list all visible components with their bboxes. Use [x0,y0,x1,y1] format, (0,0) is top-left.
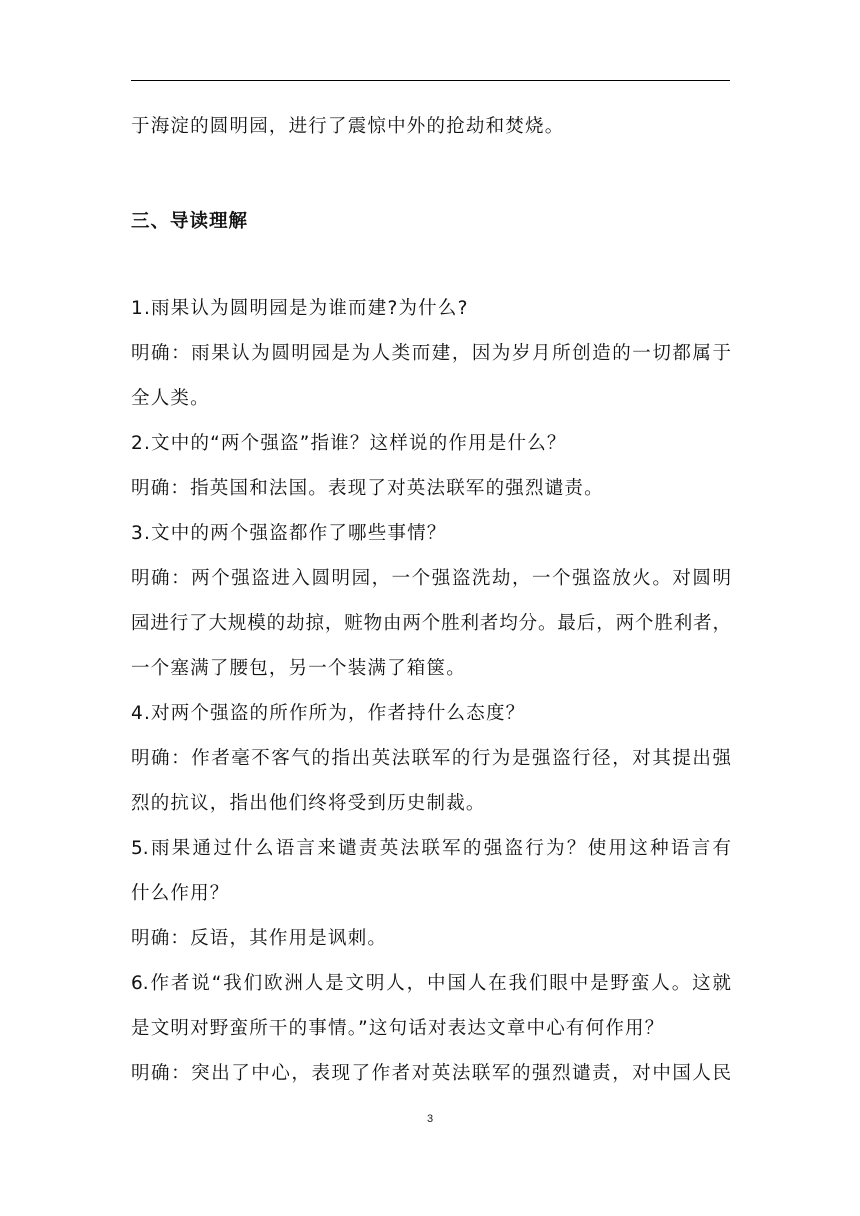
question-5-line-2: 什么作用？ [131,883,230,904]
answer-5: 明确：反语，其作用是讽刺。 [131,928,388,949]
question-2: 2.文中的“两个强盗”指谁？这样说的作用是什么？ [131,433,567,454]
answer-3-line-1: 明确：两个强盗进入圆明园，一个强盗洗劫，一个强盗放火。对圆明 [131,568,731,589]
spacer [131,149,731,199]
answer-1-line-2: 全人类。 [131,388,210,409]
question-1: 1.雨果认为圆明园是为谁而建?为什么? [131,298,469,319]
answer-4-line-1: 明确：作者毫不客气的指出英法联军的行为是强盗行径，对其提出强 [131,748,731,769]
question-4: 4.对两个强盗的所作所为，作者持什么态度？ [131,703,526,724]
answer-3-line-3: 一个塞满了腰包，另一个装满了箱箧。 [131,658,466,679]
answer-4-line-2: 烈的抗议，指出他们终将受到历史制裁。 [131,793,486,814]
question-5-line-1: 5.雨果通过什么语言来谴责英法联军的强盗行为？使用这种语言有 [131,838,731,859]
page-number: 3 [426,1113,434,1125]
answer-3-line-2: 园进行了大规模的劫掠，赃物由两个胜利者均分。最后，两个胜利者， [131,613,731,634]
intro-line: 于海淀的圆明园，进行了震惊中外的抢劫和焚烧。 [131,116,565,137]
section-heading: 三、导读理解 [131,211,249,232]
document-body [131,104,731,1096]
answer-6-line-1: 明确：突出了中心，表现了作者对英法联军的强烈谴责，对中国人民 [131,1063,731,1084]
spacer [131,244,731,286]
question-6-line-2: 是文明对野蛮所干的事情。”这句话对表达文章中心有何作用？ [131,1018,665,1039]
answer-2: 明确：指英国和法国。表现了对英法联军的强烈谴责。 [131,478,604,499]
header-rule [131,80,730,81]
question-6-line-1: 6.作者说“我们欧洲人是文明人，中国人在我们眼中是野蛮人。这就 [131,973,731,994]
answer-1-line-1: 明确：雨果认为圆明园是为人类而建，因为岁月所创造的一切都属于 [131,343,731,364]
question-3: 3.文中的两个强盗都作了哪些事情？ [131,523,447,544]
